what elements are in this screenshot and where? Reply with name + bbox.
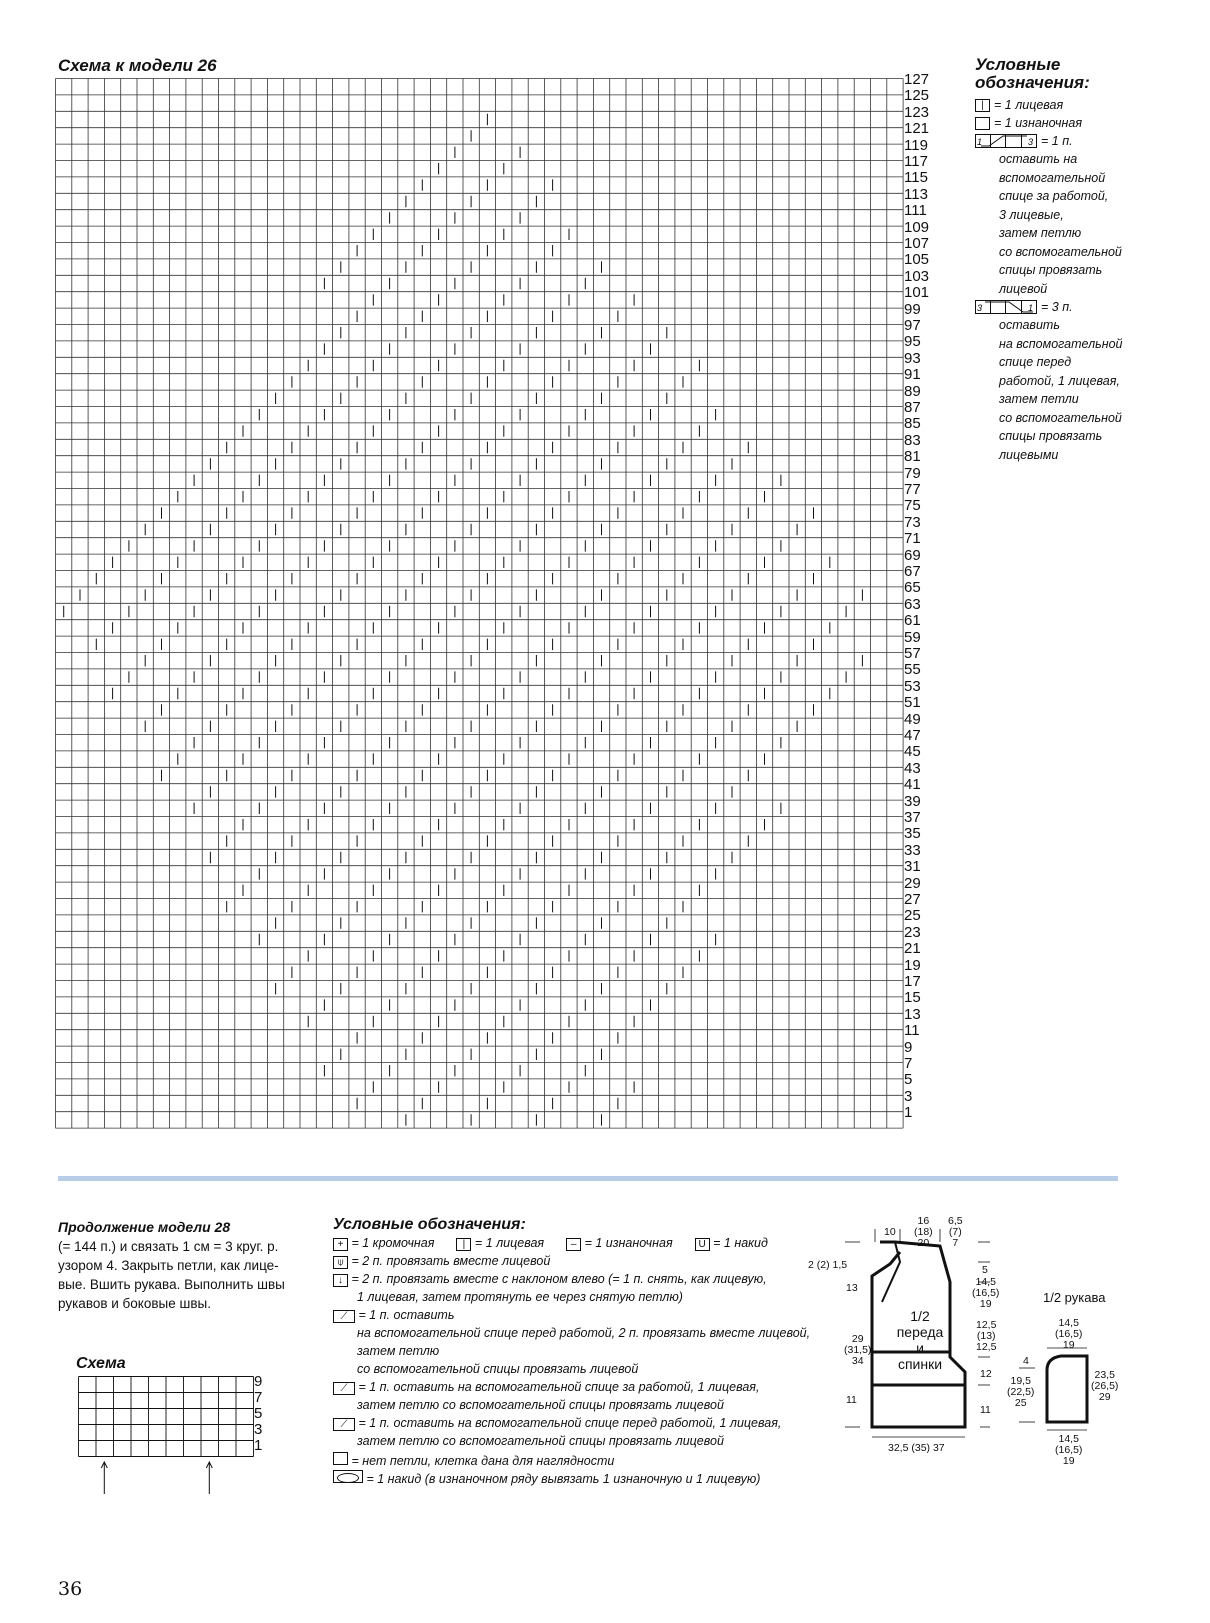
legend-cable-right-text: = 1 п. (1041, 134, 1073, 148)
row-number: 9 (904, 1038, 913, 1056)
dim-bottom: 32,5 (35) 37 (888, 1442, 945, 1454)
row-number: 31 (904, 858, 921, 876)
small-row-number: 7 (254, 1389, 263, 1406)
desc-line: вспомогательной (999, 170, 1106, 185)
row-number: 71 (904, 530, 921, 548)
sleeve-right (1091, 1370, 1118, 1403)
dim-top-left: 10 (884, 1226, 896, 1238)
legend-cable-right-desc (975, 150, 1175, 298)
legend-bottom-line (333, 1272, 803, 1290)
legend-bottom-lines (333, 1254, 811, 1488)
row-number: 83 (904, 431, 921, 449)
row-number: 113 (904, 185, 928, 203)
legend-bottom-text: затем петлю (357, 1344, 440, 1358)
dim-right-12: 12 (980, 1368, 992, 1380)
dim-line: 14,5 (1058, 1317, 1079, 1329)
legend-bottom-text: = 1 п. оставить на вспомогательной спице за работой, 1 лицевая, (358, 1380, 760, 1394)
legend-bottom-row1 (333, 1236, 803, 1254)
dim-left-29 (844, 1334, 871, 1367)
small-chart-title: Схема (76, 1355, 126, 1372)
main-chart-title: Схема к модели 26 (58, 56, 217, 75)
continuation-line: (= 144 п.) и связать 1 см = 3 круг. р. (58, 1239, 279, 1254)
continuation-line: вые. Вшить рукава. Выполнить швы (58, 1277, 285, 1292)
legend-bottom-line (333, 1380, 803, 1398)
row-number: 47 (904, 727, 921, 744)
legend-selvedge-text: = 1 кромочная (351, 1236, 435, 1250)
row-number: 39 (904, 792, 921, 810)
row-number: 115 (904, 169, 928, 187)
desc-line: оставить на (999, 152, 1078, 166)
dim-left-11: 11 (846, 1394, 857, 1406)
legend-bottom-text: затем петлю со вспомогательной спицы провязать лицевой (357, 1398, 724, 1412)
row-number: 59 (904, 628, 921, 646)
row-number: 89 (904, 382, 921, 400)
legend-top-title-1: Условные (975, 55, 1061, 74)
row-number: 25 (904, 907, 921, 925)
legend-bottom-line (333, 1326, 811, 1344)
legend-bottom-line (333, 1254, 803, 1272)
legend-bottom-text: = 2 п. провязать вместе с наклоном влево (= 1 п. снять, как лицевую, (351, 1272, 767, 1286)
row-number: 19 (904, 956, 921, 974)
grid-lines (56, 79, 904, 1129)
dim-right-11: 11 (980, 1404, 991, 1416)
row-number: 43 (904, 759, 921, 777)
sleeve-left (1007, 1376, 1034, 1409)
dim-line: (22,5) (1007, 1386, 1035, 1398)
small-row-number: 3 (254, 1421, 263, 1438)
page-number: 36 (58, 1578, 83, 1600)
row-number: 85 (904, 415, 921, 433)
continuation-block (58, 1218, 303, 1313)
legend-purl-text: = 1 изнаночная (584, 1236, 673, 1250)
legend-bottom-text: затем петлю со вспомогательной спицы провязать лицевой (357, 1434, 724, 1448)
legend-bottom-line (333, 1362, 803, 1380)
legend-bottom-text: = 1 п. оставить (358, 1308, 455, 1322)
legend-bottom-title: Условные обозначения: (333, 1216, 526, 1233)
legend-yo-text: = 1 накид (713, 1236, 768, 1250)
row-number: 127 (904, 71, 930, 88)
row-number: 17 (904, 973, 921, 990)
legend-bottom-text: на вспомогательной спице перед работой, 2 п. провязать вместе лицевой, (357, 1326, 811, 1340)
body-label (894, 1308, 946, 1372)
legend-bottom-line (333, 1470, 803, 1488)
sleeve-top (1055, 1318, 1082, 1351)
desc-line: спице перед (999, 355, 1072, 369)
row-number: 87 (904, 399, 921, 416)
body-schematic (800, 1215, 1000, 1462)
main-knitting-chart (55, 78, 905, 1135)
row-number: 105 (904, 251, 930, 269)
desc-line: со вспомогательной (999, 244, 1122, 259)
cable-symbol-icon: ⟋ (333, 1418, 355, 1431)
arrow-up-icon (101, 1462, 107, 1494)
dim-line: 19,5 (1010, 1375, 1031, 1387)
legend-bottom (333, 1214, 811, 1488)
legend-bottom-text: со вспомогательной спицы провязать лицевой (357, 1362, 639, 1376)
row-number: 1 (904, 1104, 913, 1122)
desc-line: лицевой (999, 281, 1048, 296)
row-number: 21 (904, 940, 921, 958)
row-number: 121 (904, 120, 930, 138)
dim-line: 6,5 (948, 1215, 963, 1227)
legend-cable-left-text: = 3 п. (1041, 300, 1073, 314)
desc-line: затем петлю (999, 226, 1082, 240)
row-number: 117 (904, 153, 928, 170)
row-number: 125 (904, 87, 930, 105)
dim-line: 19 (979, 1298, 992, 1310)
selvedge-symbol-icon: + (333, 1238, 348, 1251)
row-number: 95 (904, 333, 921, 351)
row-number: 65 (904, 579, 921, 597)
body-label-3: и спинки (897, 1340, 943, 1372)
dim-line: (26,5) (1091, 1380, 1119, 1392)
row-number: 81 (904, 448, 921, 466)
row-number: 69 (904, 546, 921, 564)
row-number: 97 (904, 317, 921, 334)
row-number: 77 (904, 481, 921, 498)
desc-line: на вспомогательной (999, 336, 1123, 351)
small-chart-grid (78, 1373, 263, 1496)
row-number: 119 (904, 136, 928, 154)
sleeve-schematic (1005, 1290, 1120, 1480)
desc-line: затем петли (999, 392, 1079, 406)
legend-bottom-text: = 1 накид (в изнаночном ряду вывязать 1 изнаночную и 1 лицевую) (366, 1472, 761, 1486)
row-number: 53 (904, 677, 921, 695)
dim-top-right (948, 1216, 963, 1249)
dim-line: 19 (1062, 1455, 1075, 1467)
continuation-line: узором 4. Закрыть петли, как лице- (58, 1258, 279, 1273)
desc-line: оставить (999, 318, 1060, 332)
desc-line: со вспомогательной (999, 410, 1122, 425)
small-chart (78, 1373, 263, 1501)
dim-right-125 (976, 1320, 996, 1353)
dim-line: 20 (917, 1237, 930, 1249)
body-label-2: переда (896, 1324, 944, 1340)
row-number: 73 (904, 513, 921, 531)
row-number: 111 (904, 202, 927, 220)
legend-bottom-line (333, 1452, 803, 1470)
sleeve-title: 1/2 рукава (1043, 1290, 1106, 1305)
row-number: 103 (904, 267, 930, 285)
legend-top (975, 56, 1175, 464)
double-yarn-over-icon (333, 1470, 363, 1483)
desc-line: 3 лицевые, (999, 207, 1064, 222)
legend-bottom-line (333, 1344, 803, 1362)
arrow-up-icon (206, 1462, 212, 1494)
dim-left-13: 13 (846, 1282, 858, 1294)
legend-bottom-line (333, 1398, 803, 1416)
row-number: 55 (904, 661, 921, 679)
cable-symbol-icon: ⟋ (333, 1382, 355, 1395)
dim-line: (16,5) (972, 1287, 1000, 1299)
body-label-1: 1/2 (910, 1308, 930, 1324)
cable-left-left-num: 3 (977, 303, 983, 313)
row-number: 123 (904, 103, 930, 121)
dim-shoulder: 2 (2) 1,5 (808, 1259, 848, 1271)
small-row-number: 9 (254, 1373, 263, 1390)
desc-line: спице за работой, (999, 189, 1109, 203)
dim-line: (16,5) (1055, 1328, 1083, 1340)
dim-line: 34 (851, 1355, 864, 1367)
dim-line: 14,5 (975, 1276, 996, 1288)
dim-line: (7) (948, 1226, 962, 1238)
no-stitch-icon (333, 1452, 348, 1465)
row-number: 49 (904, 710, 921, 728)
sleeve-bottom (1055, 1434, 1082, 1467)
legend-cable-right (975, 132, 1175, 150)
stitch-symbol-icon: ↓ (333, 1274, 348, 1287)
row-number: 3 (904, 1087, 913, 1105)
cable-right-symbol-icon (975, 134, 1037, 148)
cable-right-left-num: 1 (977, 137, 983, 147)
continuation-title: Продолжение модели 28 (58, 1219, 231, 1235)
row-number: 37 (904, 809, 921, 826)
desc-line: спицы провязать (999, 263, 1103, 277)
legend-bottom-text: = 2 п. провязать вместе лицевой (351, 1254, 551, 1268)
legend-bottom-line (333, 1290, 803, 1308)
small-grid-lines (79, 1377, 254, 1457)
continuation-line: рукавов и боковые швы. (58, 1296, 211, 1311)
row-number: 41 (904, 776, 921, 794)
row-number: 91 (904, 366, 921, 384)
row-number: 67 (904, 563, 921, 580)
section-divider (58, 1176, 1118, 1181)
row-number: 27 (904, 891, 921, 908)
row-number: 29 (904, 874, 921, 892)
dim-line: (13) (976, 1330, 996, 1342)
row-number: 101 (904, 284, 930, 302)
dim-line: 16 (917, 1215, 930, 1227)
cable-left-symbol-icon (975, 300, 1037, 314)
small-row-number: 5 (254, 1405, 263, 1422)
legend-bottom-text: = нет петли, клетка дана для наглядности (351, 1454, 615, 1468)
desc-line: лицевыми (999, 447, 1059, 462)
legend-cable-left-desc (975, 316, 1175, 464)
legend-bottom-line (333, 1416, 803, 1434)
legend-top-title-2: обозначения: (975, 73, 1090, 92)
chart-grid (55, 78, 905, 1130)
row-number: 93 (904, 349, 921, 367)
small-row-number: 1 (254, 1437, 263, 1454)
row-number: 45 (904, 743, 921, 761)
row-number: 35 (904, 825, 921, 843)
dim-line: (18) (914, 1226, 933, 1238)
desc-line: работой, 1 лицевая, (999, 373, 1120, 388)
dim-line: 7 (952, 1237, 959, 1249)
legend-purl-text: = 1 изнаночная (994, 116, 1083, 130)
cable-right-right-num: 3 (1028, 137, 1034, 147)
row-number: 79 (904, 464, 921, 482)
row-number: 57 (904, 645, 921, 662)
sleeve-left-4: 4 (1023, 1355, 1029, 1367)
stitch-symbol-icon: ⍦ (333, 1256, 348, 1269)
dim-line: 29 (851, 1333, 864, 1345)
dim-line: 25 (1014, 1397, 1027, 1409)
row-number: 15 (904, 989, 921, 1007)
dim-line: 19 (1062, 1339, 1075, 1351)
small-chart-row-numbers (254, 1374, 262, 1454)
row-number: 23 (904, 923, 921, 941)
dim-line: (16,5) (1055, 1444, 1083, 1456)
legend-bottom-line (333, 1434, 803, 1452)
row-number: 11 (904, 1022, 920, 1040)
row-number: 61 (904, 612, 921, 630)
dim-line: 12,5 (976, 1341, 997, 1353)
row-number: 7 (904, 1055, 913, 1072)
knit-symbol-icon: | (975, 99, 990, 112)
purl-symbol-icon (975, 117, 990, 130)
yarn-over-symbol-icon: U (695, 1238, 710, 1251)
dim-line: 14,5 (1058, 1433, 1079, 1445)
row-number: 51 (904, 694, 921, 712)
cable-left-right-num: 1 (1028, 303, 1034, 313)
desc-line: спицы провязать (999, 429, 1103, 443)
legend-knit-text: = 1 лицевая (994, 98, 1064, 112)
legend-bottom-text: = 1 п. оставить на вспомогательной спице перед работой, 1 лицевая, (358, 1416, 782, 1430)
legend-knit (975, 96, 1175, 114)
purl-symbol-icon: – (566, 1238, 581, 1251)
dim-line: (31,5) (844, 1344, 872, 1356)
row-number: 99 (904, 300, 921, 318)
row-number: 109 (904, 218, 930, 236)
legend-bottom-text: 1 лицевая, затем протянуть ее через снятую петлю) (357, 1290, 683, 1304)
row-number: 75 (904, 497, 921, 515)
cable-symbol-icon: ⟋ (333, 1310, 355, 1323)
dim-line: 29 (1098, 1391, 1111, 1403)
legend-bottom-line (333, 1308, 803, 1326)
row-number: 107 (904, 235, 930, 252)
dim-right-145 (972, 1277, 999, 1310)
dim-line: 12,5 (976, 1319, 997, 1331)
row-number: 33 (904, 841, 921, 859)
dim-line: 23,5 (1094, 1369, 1115, 1381)
legend-purl (975, 114, 1175, 132)
dim-top (914, 1216, 933, 1249)
dim-right-5: 5 (982, 1264, 988, 1276)
row-number: 13 (904, 1005, 921, 1023)
row-number: 63 (904, 595, 921, 613)
legend-cable-left (975, 298, 1175, 316)
knit-symbol-icon: | (456, 1238, 471, 1251)
row-number: 5 (904, 1071, 913, 1089)
legend-knit-text: = 1 лицевая (474, 1236, 545, 1250)
